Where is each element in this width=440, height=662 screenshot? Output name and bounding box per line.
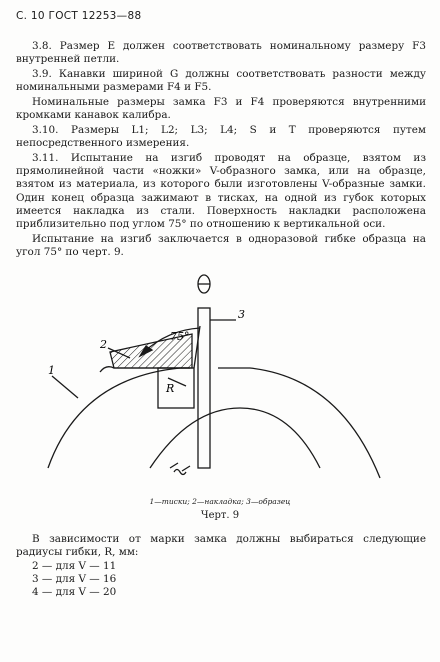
leader-1 bbox=[52, 376, 78, 398]
list-item: 4 — для V — 20 bbox=[32, 586, 117, 599]
vise-top-right bbox=[218, 368, 380, 478]
paragraph-3-9: 3.9. Канавки шириной G должны соответствовать разности между номинальными размерами F4 и F5. bbox=[16, 68, 426, 94]
label-pad: 2 bbox=[100, 338, 107, 351]
paragraph-3-8: 3.8. Размер E должен соответствовать номинальному размеру F3 внутренней петли. bbox=[16, 40, 426, 66]
paragraph-3-11: 3.11. Испытание на изгиб проводят на образце, взятом из прямолинейной части «ножки» V-образного замка, или на образце, взятом из материала, из которого были изготовлены V-образные замки. Один конец образца зажимают в тисках, на одной из губок которых имеется накладка из стали. Поверхность накладки расположена приблизительно под углом 75° по отношению к вертикальной оси. bbox=[16, 152, 426, 231]
bend-guide-line bbox=[194, 326, 200, 368]
page-header: С. 10 ГОСТ 12253—88 bbox=[16, 10, 142, 22]
sample-strip bbox=[198, 308, 210, 468]
paragraph-3-10: 3.10. Размеры L1; L2; L3; L4; S и T проверяются путем непосредственного измерения. bbox=[16, 124, 426, 150]
clamp-block bbox=[158, 368, 194, 408]
label-vise: 1 bbox=[48, 364, 55, 377]
paragraph-radii: В зависимости от марки замка должны выбираться следующие радиусы гибки, R, мм: bbox=[16, 533, 426, 559]
radius-list bbox=[32, 560, 116, 600]
vise-inner-arc bbox=[150, 408, 320, 468]
label-angle: 75° bbox=[170, 330, 190, 343]
figure-caption: Черт. 9 bbox=[200, 510, 240, 521]
label-sample: 3 bbox=[238, 308, 245, 321]
list-item: 2 — для V — 11 bbox=[32, 560, 117, 572]
figure-legend: 1—тиски; 2—накладка; 3—образец bbox=[149, 497, 291, 506]
vise-break-line bbox=[170, 463, 190, 471]
paragraph-bend-test: Испытание на изгиб заключается в одноразовой гибке образца на угол 75° по черт. 9. bbox=[16, 233, 426, 259]
paragraph-nominal-sizes: Номинальные размеры замка F3 и F4 проверяются внутренними кромками канавок калибра. bbox=[16, 96, 426, 122]
list-item: 3 — для V — 16 bbox=[32, 573, 117, 586]
bend-test-drawing bbox=[40, 268, 400, 498]
label-radius: R bbox=[166, 382, 175, 395]
